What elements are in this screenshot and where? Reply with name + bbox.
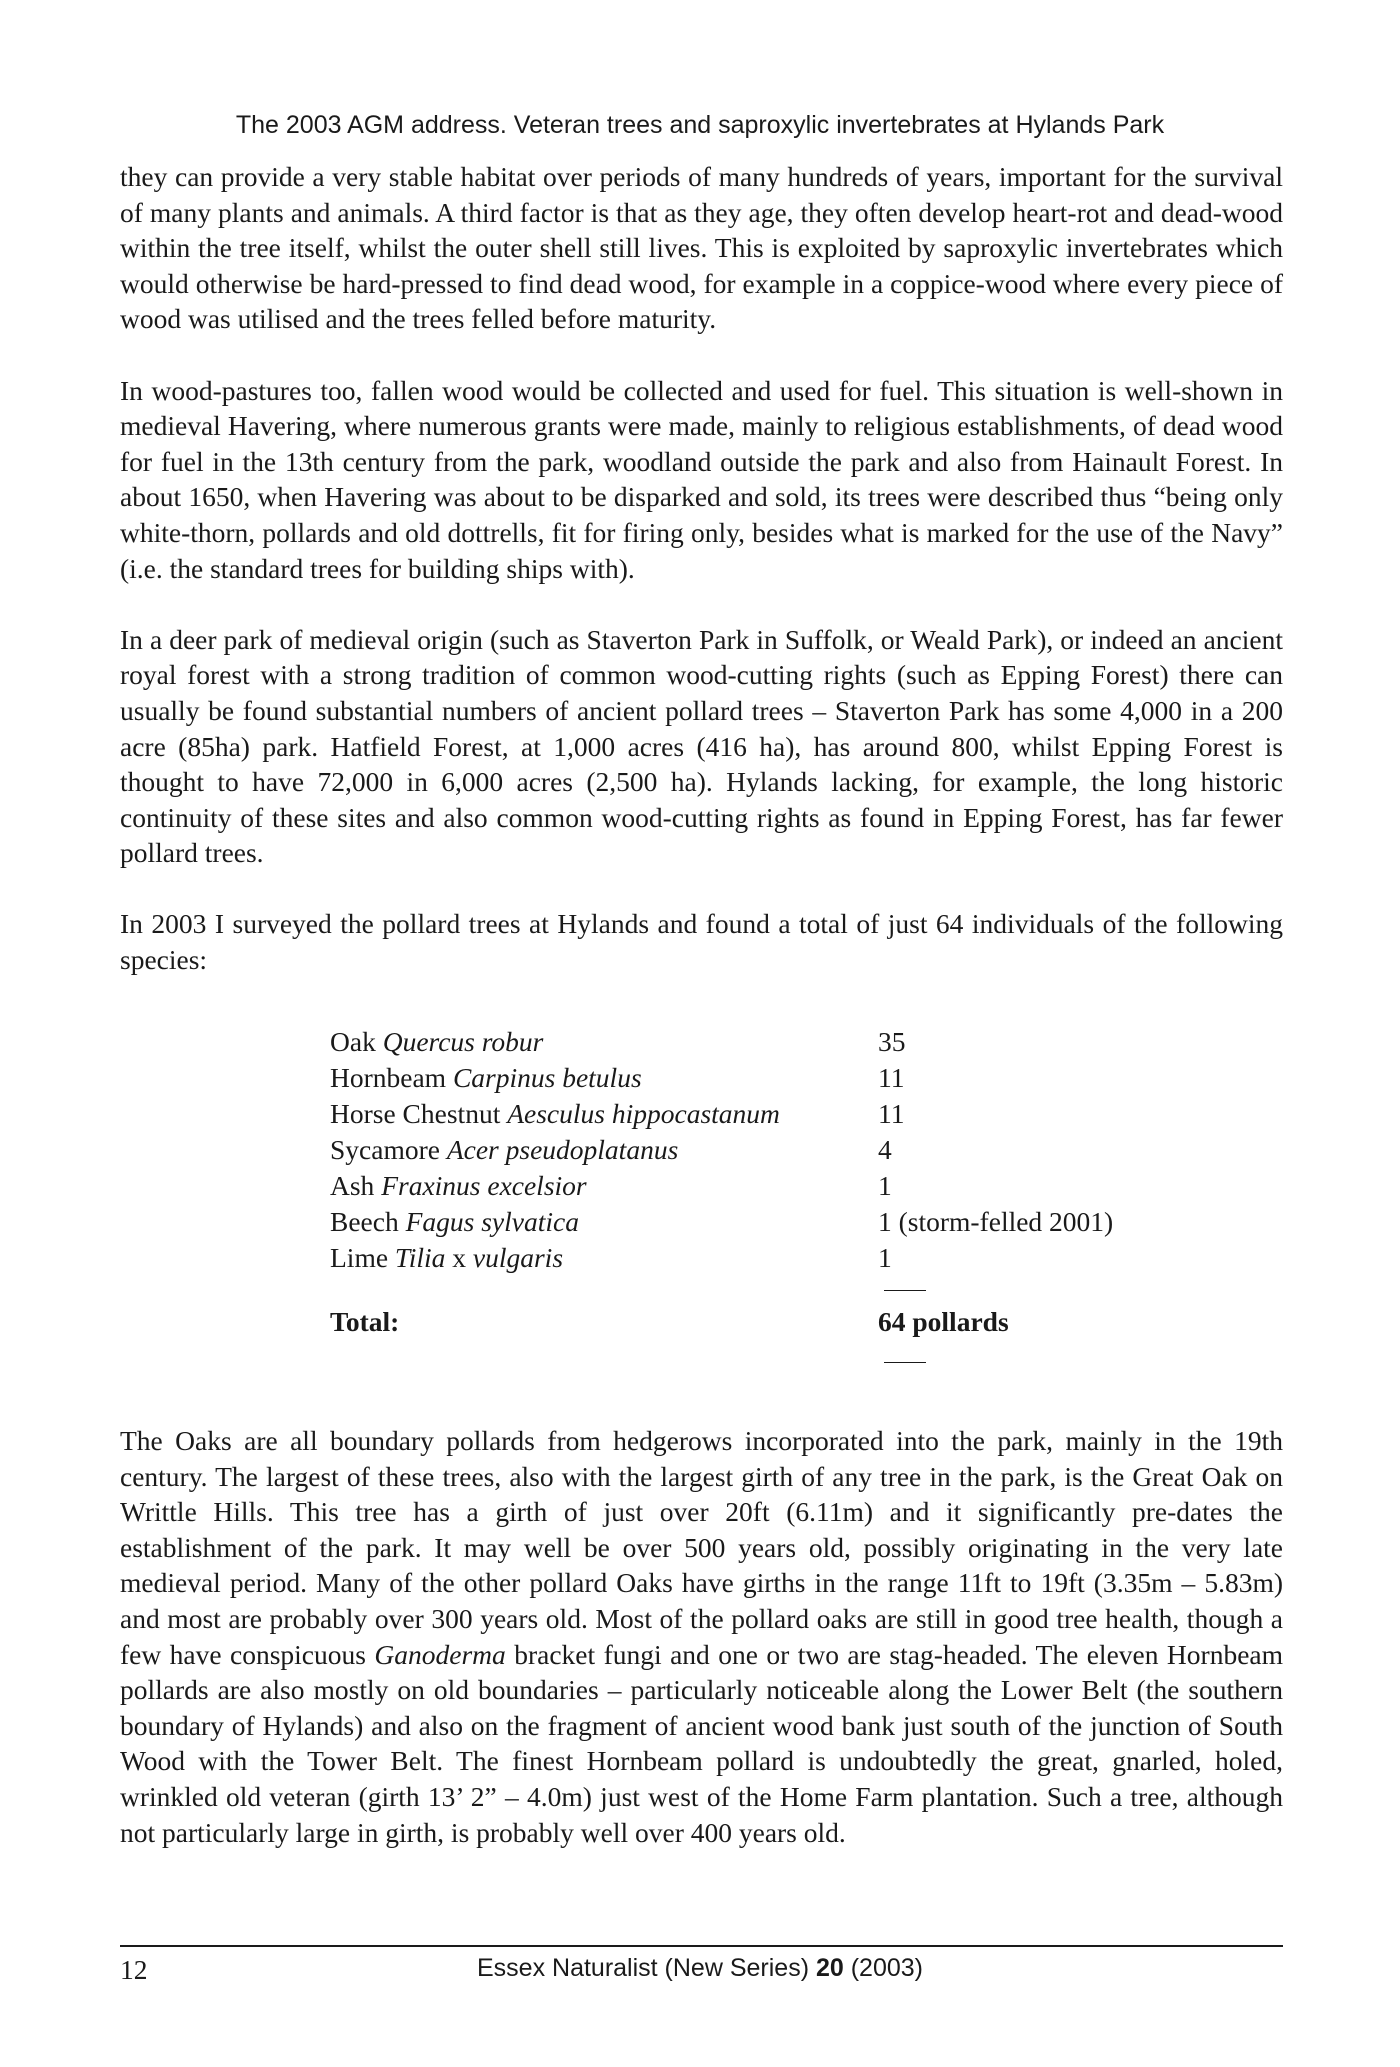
species-count: 35 [878, 1026, 906, 1057]
species-row [330, 1024, 1230, 1060]
common-name: Horse Chestnut [330, 1098, 501, 1129]
hybrid-marker: x [452, 1242, 466, 1273]
latin-name: Aesculus hippocastanum [507, 1098, 780, 1129]
latin-species: vulgaris [472, 1242, 564, 1273]
species-row [330, 1096, 1230, 1132]
total-value: 64 pollards [878, 1306, 1009, 1337]
species-row [330, 1060, 1230, 1096]
species-count: 1 [878, 1242, 892, 1273]
common-name: Oak [330, 1026, 376, 1057]
genus-ganoderma: Ganoderma [374, 1638, 506, 1670]
journal-volume: 20 [815, 1954, 844, 1982]
sum-rule-top [884, 1290, 926, 1291]
body-text [120, 159, 1283, 978]
common-name: Sycamore [330, 1134, 440, 1165]
species-name [330, 1240, 563, 1276]
running-header: The 2003 AGM address. Veteran trees and saproxylic invertebrates at Hylands Park [235, 111, 1165, 139]
journal-name: Essex Naturalist (New Series) [476, 1954, 810, 1982]
footer-rule [120, 1945, 1283, 1947]
paragraph-5-text-a: The Oaks are all boundary pollards from hedgerows incorporated into the park, mainly in the 19th century. The largest of these trees, also with the largest girth of any tree in the park, is the Great Oak on Writtle Hills. This tree has a girth of just over 20ft (6.11m) and it significantly pre-dates the establishment of the park. It may well be over 500 years old, possibly originating in the very late medieval period. Many of the other pollard Oaks have girths in the range 11ft to 19ft (3.35m – 5.83m) and most are probably over 300 years old. Most of the pollard oaks are still in good tree health, though a few have conspicuous [120, 1425, 1283, 1670]
paragraph-5 [120, 1423, 1283, 1850]
latin-name: Quercus robur [382, 1026, 544, 1057]
sum-rule-bottom [884, 1362, 926, 1363]
journal-year: (2003) [850, 1954, 923, 1982]
species-count: 4 [878, 1134, 892, 1165]
journal-citation [0, 1954, 1400, 1983]
species-count: 1 (storm-felled 2001) [878, 1206, 1114, 1237]
latin-name: Carpinus betulus [452, 1062, 642, 1093]
species-table [330, 1024, 1230, 1276]
species-name [330, 1204, 579, 1240]
paragraph-3: In a deer park of medieval origin (such as Staverton Park in Suffolk, or Weald Park), or indeed an ancient royal forest with a strong tradition of common wood-cutting rights (such as Epping Forest) there can usually be found substantial numbers of ancient pollard trees – Staverton Park has some 4,000 in a 200 acre (85ha) park. Hatfield Forest, at 1,000 acres (416 ha), has around 800, whilst Epping Forest is thought to have 72,000 in 6,000 acres (2,500 ha). Hylands lacking, for example, the long historic continuity of these sites and also common wood-cutting rights as found in Epping Forest, has far fewer pollard trees. [120, 623, 1283, 869]
species-name [330, 1024, 543, 1060]
common-name: Lime [330, 1242, 389, 1273]
species-row [330, 1168, 1230, 1204]
species-row [330, 1204, 1230, 1240]
species-row [330, 1132, 1230, 1168]
total-label: Total: [330, 1306, 400, 1337]
final-paragraph-block [120, 1423, 1283, 1850]
common-name: Beech [330, 1206, 399, 1237]
latin-name: Fraxinus excelsior [381, 1170, 587, 1201]
latin-genus: Tilia [394, 1242, 446, 1273]
species-name [330, 1096, 780, 1132]
page-number: 12 [120, 1954, 148, 1985]
species-count: 11 [878, 1098, 905, 1129]
common-name: Hornbeam [330, 1062, 447, 1093]
species-count: 1 [878, 1170, 892, 1201]
species-name [330, 1060, 642, 1096]
latin-name: Fagus sylvatica [405, 1206, 579, 1237]
species-count: 11 [878, 1062, 905, 1093]
paragraph-2: In wood-pastures too, fallen wood would be collected and used for fuel. This situation is well-shown in medieval Havering, where numerous grants were made, mainly to religious establishments, of dead wood for fuel in the 13th century from the park, woodland outside the park and also from Hainault Forest. In about 1650, when Havering was about to be disparked and sold, its trees were described thus “being only white-thorn, pollards and old dottrells, fit for firing only, besides what is marked for the use of the Navy” (i.e. the standard trees for building ships with). [120, 374, 1283, 584]
common-name: Ash [330, 1170, 375, 1201]
paragraph-5-text-b: bracket fungi and one or two are stag-headed. The eleven Hornbeam pollards are also mostly on old boundaries – particularly noticeable along the Lower Belt (the southern boundary of Hylands) and also on the fragment of ancient wood bank just south of the junction of South Wood with the Tower Belt. The finest Hornbeam pollard is undoubtedly the great, gnarled, holed, wrinkled old veteran (girth 13’ 2” – 4.0m) just west of the Home Farm plantation. Such a tree, although not particularly large in girth, is probably well over 400 years old. [120, 1638, 1283, 1848]
latin-name: Acer pseudoplatanus [446, 1134, 679, 1165]
species-row [330, 1240, 1230, 1276]
species-name [330, 1132, 678, 1168]
paragraph-4: In 2003 I surveyed the pollard trees at Hylands and found a total of just 64 individuals of the following species: [120, 908, 1283, 976]
species-name [330, 1168, 587, 1204]
paragraph-1: they can provide a very stable habitat over periods of many hundreds of years, important for the survival of many plants and animals. A third factor is that as they age, they often develop heart-rot and dead-wood within the tree itself, whilst the outer shell still lives. This is exploited by saproxylic invertebrates which would otherwise be hard-pressed to find dead wood, for example in a coppice-wood where every piece of wood was utilised and the trees felled before maturity. [120, 161, 1283, 335]
